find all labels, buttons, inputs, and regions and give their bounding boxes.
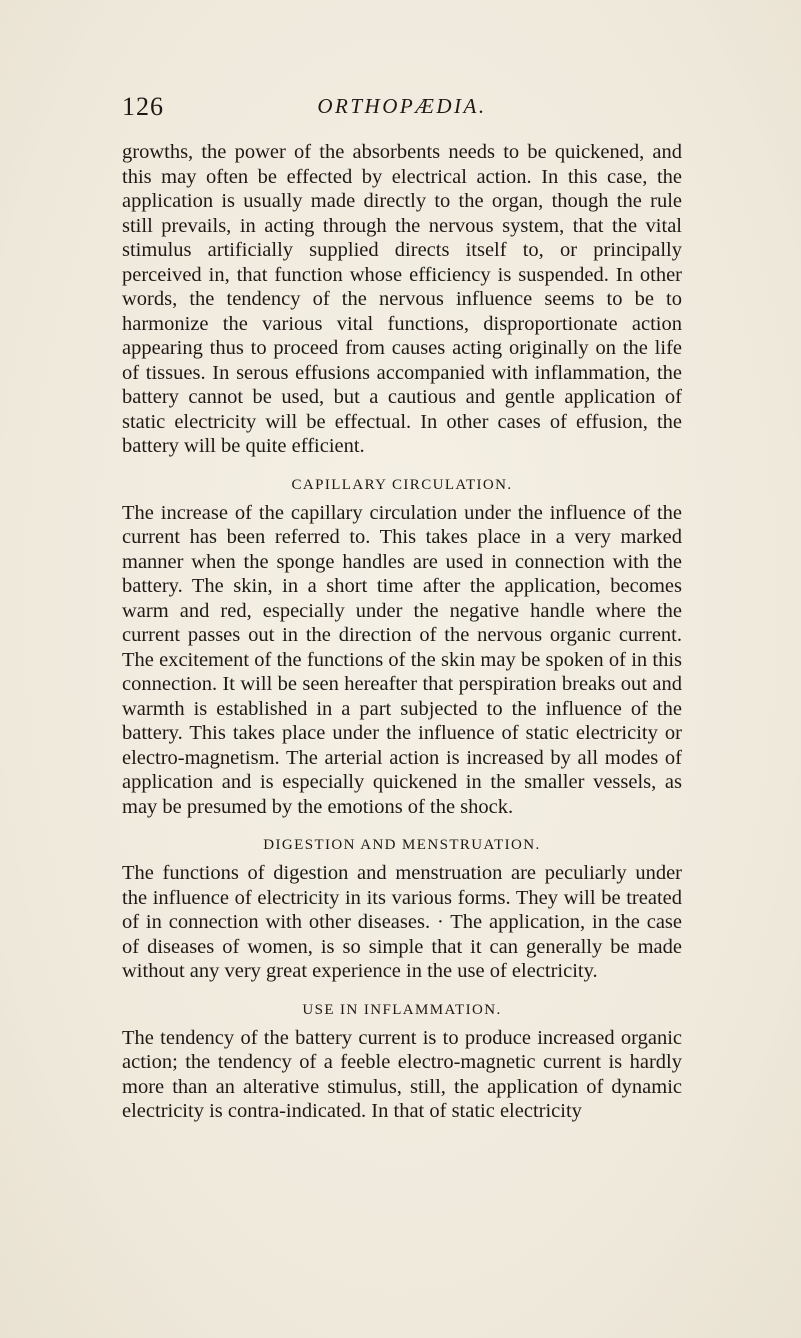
paragraph-absorbents: growths, the power of the absorbents needs to be quickened, and this may often be effected by electrical action. In this case, the application is usually made directly to the organ, though the rule still prevails, in acting through the nervous system, that the vital stimulus artificially supplied directs itself to, or principally perceived in, that function whose efficiency is suspended. In other words, the tendency of the nervous influence seems to be to harmonize the various vital functions, disproportionate action appearing thus to proceed from causes acting originally on the life of tissues. In serous effusions accompanied with inflammation, the battery cannot be used, but a cautious and gentle application of static electricity will be effectual. In other cases of effusion, the battery will be quite efficient. (122, 141, 682, 457)
section-heading-capillary-circulation: CAPILLARY CIRCULATION. (291, 476, 513, 493)
paragraph-capillary-circulation: The increase of the capillary circulation under the influence of the current has been referred to. This takes place in a very marked manner when the sponge handles are used in connection with the battery. The skin, in a short time after the application, becomes warm and red, especially under the negative handle where the current passes out in the direction of the nervous organic current. The excitement of the functions of the skin may be spoken of in this connection. It will be seen hereafter that perspiration breaks out and warmth is established in a part subjected to the influence of the battery. This takes place under the influence of static electricity or electro-magnetism. The arterial action is increased by all modes of application and is especially quickened in the smaller vessels, as may be presumed by the emotions of the shock. (122, 501, 682, 818)
paragraph-digestion-menstruation: The functions of digestion and menstruation are peculiarly under the influence of electricity in its various forms. They will be treated of in connection with other diseases. · The application, in the case of diseases of women, is so simple that it can generally be made without any very great experience in the use of electricity. (122, 862, 682, 982)
running-head: ORTHOPÆDIA. (317, 94, 487, 118)
paragraph-use-in-inflammation: The tendency of the battery current is to produce increased organic action; the tendency of a feeble electro-magnetic current is hardly more than an alterative stimulus, still, the application of dynamic electricity is contra-indicated. In that of static electricity (122, 1026, 682, 1122)
section-heading-digestion-menstruation: DIGESTION AND MENSTRUATION. (263, 837, 541, 853)
page-header (122, 92, 682, 132)
page-number: 126 (122, 92, 164, 121)
section-heading-use-in-inflammation: USE IN INFLAMMATION. (302, 1001, 502, 1018)
page-body (122, 140, 682, 1124)
